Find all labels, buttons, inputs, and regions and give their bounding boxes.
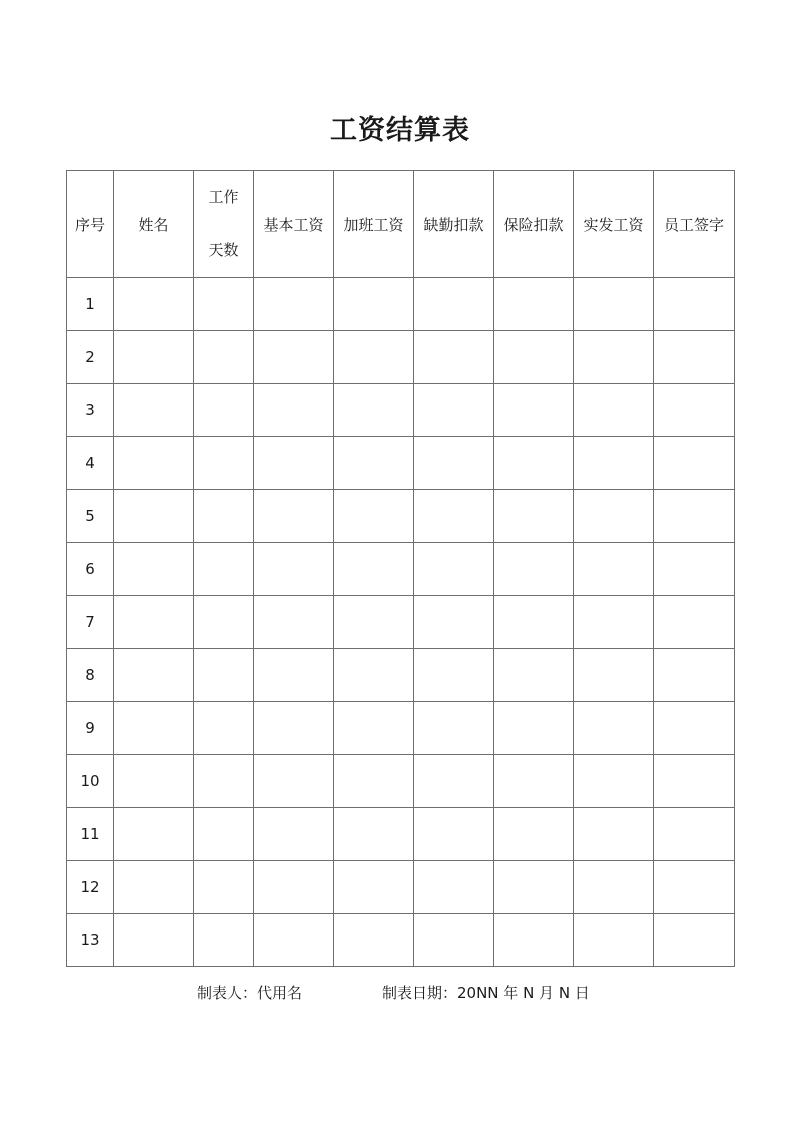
- absence-deduction-cell[interactable]: [414, 331, 494, 384]
- overtime-pay-cell[interactable]: [334, 649, 414, 702]
- absence-deduction-cell[interactable]: [414, 914, 494, 967]
- absence-deduction-cell[interactable]: [414, 649, 494, 702]
- insurance-deduction-cell[interactable]: [494, 702, 574, 755]
- insurance-deduction-cell[interactable]: [494, 331, 574, 384]
- work-days-cell[interactable]: [194, 490, 254, 543]
- work-days-cell[interactable]: [194, 437, 254, 490]
- name-cell[interactable]: [114, 543, 194, 596]
- work-days-cell[interactable]: [194, 755, 254, 808]
- signature-cell[interactable]: [654, 649, 735, 702]
- name-cell[interactable]: [114, 437, 194, 490]
- work-days-cell[interactable]: [194, 702, 254, 755]
- absence-deduction-cell[interactable]: [414, 702, 494, 755]
- overtime-pay-cell[interactable]: [334, 437, 414, 490]
- name-cell[interactable]: [114, 331, 194, 384]
- overtime-pay-cell[interactable]: [334, 331, 414, 384]
- name-cell[interactable]: [114, 755, 194, 808]
- overtime-pay-cell[interactable]: [334, 914, 414, 967]
- base-pay-cell[interactable]: [254, 808, 334, 861]
- net-pay-cell[interactable]: [574, 384, 654, 437]
- overtime-pay-cell[interactable]: [334, 384, 414, 437]
- row-seq: 1: [67, 278, 114, 331]
- row-seq: 6: [67, 543, 114, 596]
- absence-deduction-cell[interactable]: [414, 278, 494, 331]
- signature-cell[interactable]: [654, 543, 735, 596]
- base-pay-cell[interactable]: [254, 331, 334, 384]
- absence-deduction-cell[interactable]: [414, 596, 494, 649]
- net-pay-cell[interactable]: [574, 596, 654, 649]
- absence-deduction-cell[interactable]: [414, 490, 494, 543]
- overtime-pay-cell[interactable]: [334, 808, 414, 861]
- header-absence-deduction: 缺勤扣款: [414, 171, 494, 278]
- table-row: [67, 278, 735, 331]
- net-pay-cell[interactable]: [574, 702, 654, 755]
- signature-cell[interactable]: [654, 437, 735, 490]
- base-pay-cell[interactable]: [254, 490, 334, 543]
- base-pay-cell[interactable]: [254, 755, 334, 808]
- overtime-pay-cell[interactable]: [334, 543, 414, 596]
- signature-cell[interactable]: [654, 596, 735, 649]
- base-pay-cell[interactable]: [254, 861, 334, 914]
- insurance-deduction-cell[interactable]: [494, 596, 574, 649]
- row-seq: 11: [67, 808, 114, 861]
- row-seq: 8: [67, 649, 114, 702]
- insurance-deduction-cell[interactable]: [494, 808, 574, 861]
- document-title: 工资结算表: [330, 115, 470, 146]
- absence-deduction-cell[interactable]: [414, 808, 494, 861]
- table-row: [67, 702, 735, 755]
- row-seq: 7: [67, 596, 114, 649]
- header-employee-signature: 员工签字: [654, 171, 735, 278]
- signature-cell[interactable]: [654, 702, 735, 755]
- insurance-deduction-cell[interactable]: [494, 490, 574, 543]
- net-pay-cell[interactable]: [574, 278, 654, 331]
- work-days-cell[interactable]: [194, 596, 254, 649]
- base-pay-cell[interactable]: [254, 437, 334, 490]
- work-days-cell[interactable]: [194, 861, 254, 914]
- table-row: [67, 755, 735, 808]
- header-work-days-line2: 天数: [208, 241, 239, 259]
- row-seq: 4: [67, 437, 114, 490]
- insurance-deduction-cell[interactable]: [494, 649, 574, 702]
- name-cell[interactable]: [114, 278, 194, 331]
- work-days-cell[interactable]: [194, 649, 254, 702]
- base-pay-cell[interactable]: [254, 649, 334, 702]
- absence-deduction-cell[interactable]: [414, 543, 494, 596]
- table-row: [67, 596, 735, 649]
- name-cell[interactable]: [114, 596, 194, 649]
- signature-cell[interactable]: [654, 755, 735, 808]
- name-cell[interactable]: [114, 914, 194, 967]
- overtime-pay-cell[interactable]: [334, 755, 414, 808]
- row-seq: 2: [67, 331, 114, 384]
- net-pay-cell[interactable]: [574, 808, 654, 861]
- name-cell[interactable]: [114, 702, 194, 755]
- work-days-cell[interactable]: [194, 543, 254, 596]
- net-pay-cell[interactable]: [574, 914, 654, 967]
- table-row: [67, 490, 735, 543]
- row-seq: 5: [67, 490, 114, 543]
- table-row: [67, 384, 735, 437]
- net-pay-cell[interactable]: [574, 861, 654, 914]
- insurance-deduction-cell[interactable]: [494, 914, 574, 967]
- name-cell[interactable]: [114, 384, 194, 437]
- absence-deduction-cell[interactable]: [414, 437, 494, 490]
- overtime-pay-cell[interactable]: [334, 861, 414, 914]
- signature-cell[interactable]: [654, 914, 735, 967]
- work-days-cell[interactable]: [194, 278, 254, 331]
- header-work-days: [194, 171, 254, 278]
- footer-maker: 制表人：代用名: [197, 984, 303, 1002]
- name-cell[interactable]: [114, 490, 194, 543]
- insurance-deduction-cell[interactable]: [494, 861, 574, 914]
- header-insurance-deduction: 保险扣款: [494, 171, 574, 278]
- net-pay-cell[interactable]: [574, 437, 654, 490]
- base-pay-cell[interactable]: [254, 543, 334, 596]
- base-pay-cell[interactable]: [254, 702, 334, 755]
- row-seq: 9: [67, 702, 114, 755]
- signature-cell[interactable]: [654, 808, 735, 861]
- insurance-deduction-cell[interactable]: [494, 543, 574, 596]
- table-row: [67, 861, 735, 914]
- footer-date: 制表日期：20NN 年 N 月 N 日: [382, 984, 590, 1002]
- base-pay-cell[interactable]: [254, 278, 334, 331]
- row-seq: 13: [67, 914, 114, 967]
- work-days-cell[interactable]: [194, 384, 254, 437]
- net-pay-cell[interactable]: [574, 490, 654, 543]
- overtime-pay-cell[interactable]: [334, 702, 414, 755]
- net-pay-cell[interactable]: [574, 543, 654, 596]
- work-days-cell[interactable]: [194, 914, 254, 967]
- signature-cell[interactable]: [654, 861, 735, 914]
- row-seq: 10: [67, 755, 114, 808]
- signature-cell[interactable]: [654, 331, 735, 384]
- table-row: [67, 914, 735, 967]
- header-base-pay: 基本工资: [254, 171, 334, 278]
- base-pay-cell[interactable]: [254, 914, 334, 967]
- header-seq: 序号: [67, 171, 114, 278]
- table-row: [67, 649, 735, 702]
- absence-deduction-cell[interactable]: [414, 384, 494, 437]
- absence-deduction-cell[interactable]: [414, 755, 494, 808]
- name-cell[interactable]: [114, 808, 194, 861]
- header-work-days-line1: 工作: [208, 188, 239, 206]
- table-body: [67, 278, 735, 967]
- net-pay-cell[interactable]: [574, 649, 654, 702]
- work-days-cell[interactable]: [194, 808, 254, 861]
- table-row: [67, 808, 735, 861]
- net-pay-cell[interactable]: [574, 331, 654, 384]
- insurance-deduction-cell[interactable]: [494, 437, 574, 490]
- net-pay-cell[interactable]: [574, 755, 654, 808]
- work-days-cell[interactable]: [194, 331, 254, 384]
- table-row: [67, 331, 735, 384]
- base-pay-cell[interactable]: [254, 384, 334, 437]
- base-pay-cell[interactable]: [254, 596, 334, 649]
- overtime-pay-cell[interactable]: [334, 490, 414, 543]
- header-net-pay: 实发工资: [574, 171, 654, 278]
- signature-cell[interactable]: [654, 384, 735, 437]
- signature-cell[interactable]: [654, 278, 735, 331]
- insurance-deduction-cell[interactable]: [494, 755, 574, 808]
- signature-cell[interactable]: [654, 490, 735, 543]
- table-row: [67, 543, 735, 596]
- insurance-deduction-cell[interactable]: [494, 278, 574, 331]
- name-cell[interactable]: [114, 861, 194, 914]
- table-row: [67, 437, 735, 490]
- name-cell[interactable]: [114, 649, 194, 702]
- row-seq: 12: [67, 861, 114, 914]
- header-overtime-pay: 加班工资: [334, 171, 414, 278]
- overtime-pay-cell[interactable]: [334, 596, 414, 649]
- insurance-deduction-cell[interactable]: [494, 384, 574, 437]
- table-header: [67, 171, 735, 278]
- salary-table: [66, 170, 735, 967]
- overtime-pay-cell[interactable]: [334, 278, 414, 331]
- header-name: 姓名: [114, 171, 194, 278]
- row-seq: 3: [67, 384, 114, 437]
- absence-deduction-cell[interactable]: [414, 861, 494, 914]
